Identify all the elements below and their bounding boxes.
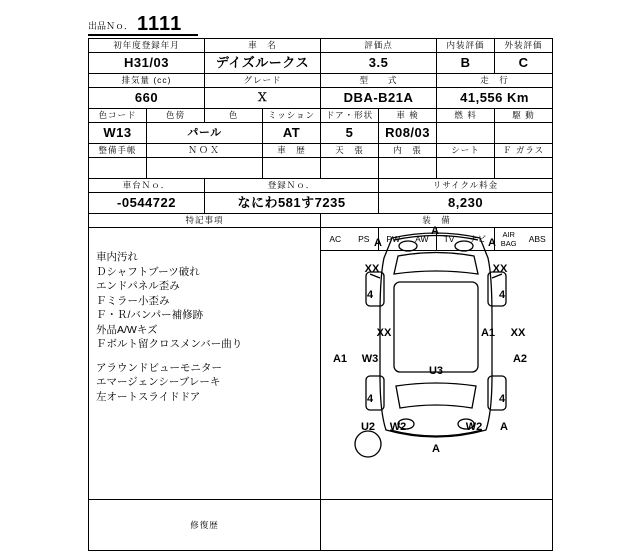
label-color-code: 色コード [89, 109, 147, 123]
damage-mark: 4 [498, 289, 506, 301]
note-line: 外品A/Wキズ [96, 323, 158, 336]
equipment-pw-aw: PW AW [379, 228, 437, 251]
value-drive [495, 123, 553, 144]
label-mission: ミッション [263, 109, 321, 123]
label-inspection: 車 検 [379, 109, 437, 123]
value-door-shape: 5 [321, 123, 379, 144]
label-registration-no: 登録Ｎｏ． [205, 179, 379, 193]
note-line: Ｄシャフトブーツ破れ [96, 265, 200, 278]
value-recycle-fee: 8,230 [379, 193, 553, 214]
label-grade: グレード [205, 74, 321, 88]
note-line: 車内汚れ [96, 251, 138, 263]
label-car-history: 車 歴 [263, 144, 321, 158]
label-roof-lining: 天 張 [321, 144, 379, 158]
equipment-airbag-abs: AIR BAG ABS [495, 228, 553, 251]
value-mission: AT [263, 123, 321, 144]
label-seat: シート [437, 144, 495, 158]
label-mileage: 走 行 [437, 74, 553, 88]
label-grade-score: 評価点 [321, 39, 437, 53]
label-car-name: 車 名 [205, 39, 321, 53]
damage-mark: 4 [366, 289, 374, 301]
damage-mark: XX [492, 263, 508, 275]
note-line: エマージェンシーブレーキ [96, 376, 221, 388]
car-top-view [320, 216, 552, 464]
label-color: 色 [205, 109, 263, 123]
table-row [89, 74, 553, 88]
label-model-code: 型 式 [321, 74, 437, 88]
value-grade-score: 3.5 [321, 53, 437, 74]
equipment-ac: AC PS [321, 228, 379, 251]
damage-mark: XX [376, 327, 392, 339]
value-mileage: 41,556 Km [437, 88, 553, 109]
damage-mark: A [432, 443, 440, 455]
label-equipment: 装 備 [321, 214, 553, 228]
damage-diagram [320, 216, 552, 464]
label-interior-eval: 内装評価 [437, 39, 495, 53]
label-exterior-eval: 外装評価 [495, 39, 553, 53]
lot-number-label: 出品Ｎｏ． [88, 21, 134, 31]
value-fuel [437, 123, 495, 144]
damage-mark: A2 [512, 353, 528, 365]
label-fuel: 燃 料 [437, 109, 495, 123]
table-row [89, 88, 553, 109]
value-color-code: W13 [89, 123, 147, 144]
note-line: アラウンドビューモニター [96, 361, 222, 374]
damage-mark: 4 [498, 393, 506, 405]
table-row [89, 158, 553, 179]
value-color: パール [147, 123, 263, 144]
table-row [89, 193, 553, 214]
value-model-code: DBA-B21A [321, 88, 437, 109]
lot-number-row [88, 8, 198, 36]
note-line: 左オートスライドドア [96, 390, 201, 403]
label-recycle-fee: リサイクル料金 [379, 179, 553, 193]
airbag-label: AIR BAG [500, 230, 517, 248]
label-displacement: 排気量 (cc) [89, 74, 205, 88]
damage-mark: W2 [465, 421, 483, 433]
damage-mark: A1 [332, 353, 348, 365]
value-exterior-eval: C [495, 53, 553, 74]
table-row [89, 500, 553, 551]
label-first-reg: 初年度登録年月 [89, 39, 205, 53]
value-chassis-no: -0544722 [89, 193, 205, 214]
equipment-tv-navi: TV ナビ [437, 228, 495, 251]
table-row [89, 39, 553, 53]
damage-mark: W3 [361, 353, 379, 365]
remarks-notes [88, 244, 320, 404]
table-row [89, 179, 553, 193]
damage-mark: A [500, 421, 508, 433]
table-row [89, 123, 553, 144]
value-first-reg: H31/03 [89, 53, 205, 74]
value-nox: ＮＯＸ [147, 144, 263, 158]
note-gap [96, 352, 320, 361]
damage-mark: A1 [480, 327, 496, 339]
value-grade: Ｘ [205, 88, 321, 109]
label-service-book: 整備手帳 [89, 144, 147, 158]
table-row [89, 53, 553, 74]
damage-mark: A [374, 237, 382, 249]
note-line: Ｆ・Ｒ/バンパー補修跡 [96, 309, 204, 321]
note-line: Ｆボルト留クロスメンバー曲り [96, 338, 243, 350]
label-color-side: 色傍 [147, 109, 205, 123]
label-front-glass: Ｆ ガラス [495, 144, 553, 158]
table-row [89, 144, 553, 158]
label-remarks: 特記事項 [89, 214, 321, 228]
table-row [89, 109, 553, 123]
value-inspection: R08/03 [379, 123, 437, 144]
value-registration-no: なにわ581す7235 [205, 193, 379, 214]
note-line: Ｆミラー小歪み [96, 294, 170, 307]
label-chassis-no: 車台Ｎｏ． [89, 179, 205, 193]
lot-number-value: 1111 [137, 13, 183, 35]
label-repair-history: 修復歴 [89, 500, 321, 551]
damage-mark: A [431, 225, 439, 237]
damage-mark: U3 [428, 365, 444, 377]
damage-mark: W2 [389, 421, 407, 433]
damage-mark: A [488, 237, 496, 249]
label-inner-lining: 内 張 [379, 144, 437, 158]
note-line: エンドパネル歪み [96, 280, 180, 292]
damage-mark: 4 [366, 393, 374, 405]
label-door-shape: ドア・形状 [321, 109, 379, 123]
label-drive: 駆 動 [495, 109, 553, 123]
damage-mark: XX [510, 327, 526, 339]
value-interior-eval: B [437, 53, 495, 74]
damage-mark: U2 [360, 421, 376, 433]
value-car-name: デイズルークス [205, 53, 321, 74]
value-displacement: 660 [89, 88, 205, 109]
damage-mark: XX [364, 263, 380, 275]
